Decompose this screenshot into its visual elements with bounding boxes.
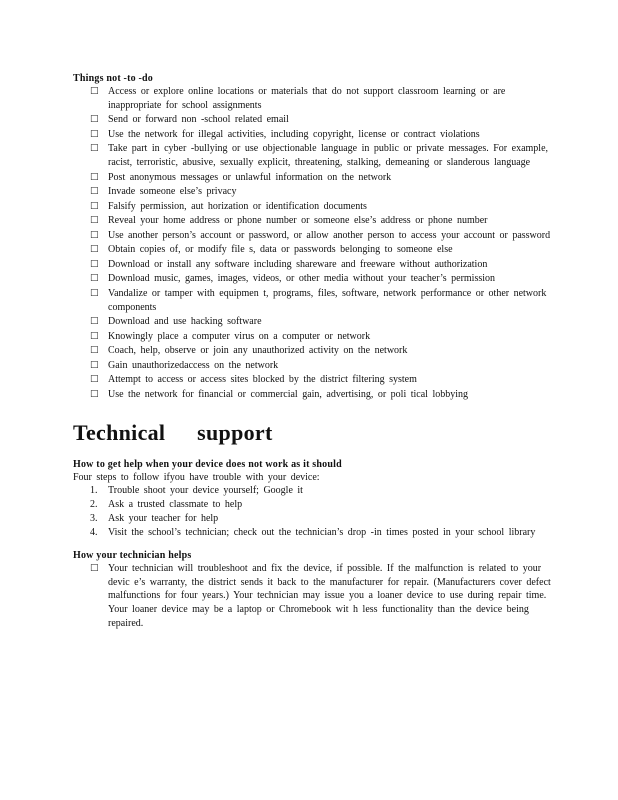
step-number: 3. <box>90 512 98 524</box>
list-item: □ Falsify permission, aut horization or identification documents <box>90 200 367 212</box>
bullet-icon: □ <box>90 171 99 182</box>
list-item: □ Coach, help, observe or join any unauthorized activity on the network <box>90 345 408 357</box>
list-item: □ Download and use hacking software <box>90 316 262 328</box>
list-item: □ Invade someone else’s privacy <box>90 186 237 198</box>
bullet-icon: □ <box>90 86 99 96</box>
bullet-icon: □ <box>90 316 99 327</box>
bullet-icon: □ <box>90 200 99 211</box>
bullet-icon: □ <box>90 186 99 197</box>
how-to-get-help-heading: How to get help when your device does not work as it should <box>73 458 342 470</box>
list-item: □ Download music, games, images, videos, or other media without your teacher’s permission <box>90 273 496 285</box>
list-item: □ Reveal your home address or phone number or someone else’s address or phone number <box>90 215 488 227</box>
bullet-icon: □ <box>90 244 99 255</box>
bullet-icon: □ <box>90 374 99 385</box>
step-number: 1. <box>90 484 98 496</box>
list-item: 4. Visit the school’s technician; check out the technician’s drop -in times posted in your school library <box>90 526 536 538</box>
list-item: □ Use another person’s account or password, or allow another person to access your account or password <box>90 229 551 241</box>
bullet-icon: □ <box>90 143 99 154</box>
list-item: □ Knowingly place a computer virus on a computer or network <box>90 330 371 342</box>
bullet-icon: □ <box>90 128 99 139</box>
how-to-get-help-intro: Four steps to follow ifyou have trouble with your device: <box>73 471 320 483</box>
list-item: □ Use the network for illegal activities, including copyright, license or contract violations <box>90 128 480 140</box>
how-technician-helps-heading: How your technician helps <box>73 549 192 561</box>
bullet-icon: □ <box>90 562 99 573</box>
bullet-icon: □ <box>90 229 99 240</box>
list-item: □ Attempt to access or access sites blocked by the district filtering system <box>90 374 417 386</box>
list-item: □ Vandalize or tamper with equipmen t, programs, files, software, network performance or other network components <box>90 287 547 313</box>
document-page <box>73 72 553 632</box>
step-number: 4. <box>90 526 98 538</box>
list-item: □ Gain unauthorizedaccess on the network <box>90 359 279 371</box>
help-steps-list <box>73 484 553 540</box>
bullet-icon: □ <box>90 388 99 399</box>
things-not-to-do-list <box>73 85 553 402</box>
step-number: 2. <box>90 498 98 510</box>
list-item: □ Post anonymous messages or unlawful information on the network <box>90 171 392 183</box>
technical-support-title: Technical support <box>73 419 273 445</box>
list-item: □ Your technician will troubleshoot and fix the device, if possible. If the malfunction is related to your devic e’s warranty, the district sends it back to the manufacturer for repair. (Manufacturers cover defect malfunctions for four years.) Your technician may issue you a loaner device to use during repair time. Your loaner device may be a laptop or Chromebook wit h less functionality than the device being repaired. <box>90 562 551 630</box>
bullet-icon: □ <box>90 273 99 284</box>
bullet-icon: □ <box>90 359 99 370</box>
list-item: □ Use the network for financial or commercial gain, advertising, or poli tical lobbying <box>90 388 469 400</box>
list-item: □ Take part in cyber -bullying or use objectionable language in public or private messages. For example, racist, terroristic, abusive, sexually explicit, threatening, stalking, demeaning or slanderous language <box>90 143 549 169</box>
bullet-icon: □ <box>90 287 99 298</box>
technician-helps-list <box>73 562 553 632</box>
bullet-icon: □ <box>90 215 99 226</box>
bullet-icon: □ <box>90 330 99 341</box>
list-item: □ Obtain copies of, or modify file s, data or passwords belonging to someone else <box>90 244 453 256</box>
list-item: 2. Ask a trusted classmate to help <box>90 498 243 510</box>
list-item: □ Send or forward non -school related email <box>90 114 289 126</box>
bullet-icon: □ <box>90 258 99 269</box>
list-item: □ Access or explore online locations or materials that do not support classroom learning or are inappropriate for school assignments <box>90 86 506 111</box>
list-item: □ Download or install any software including shareware and freeware without authorization <box>90 258 488 270</box>
bullet-icon: □ <box>90 114 99 125</box>
bullet-icon: □ <box>90 345 99 356</box>
list-item: 1. Trouble shoot your device yourself; Google it <box>90 484 303 496</box>
list-item: 3. Ask your teacher for help <box>90 512 219 524</box>
things-not-to-do-heading: Things not -to -do <box>73 73 154 84</box>
